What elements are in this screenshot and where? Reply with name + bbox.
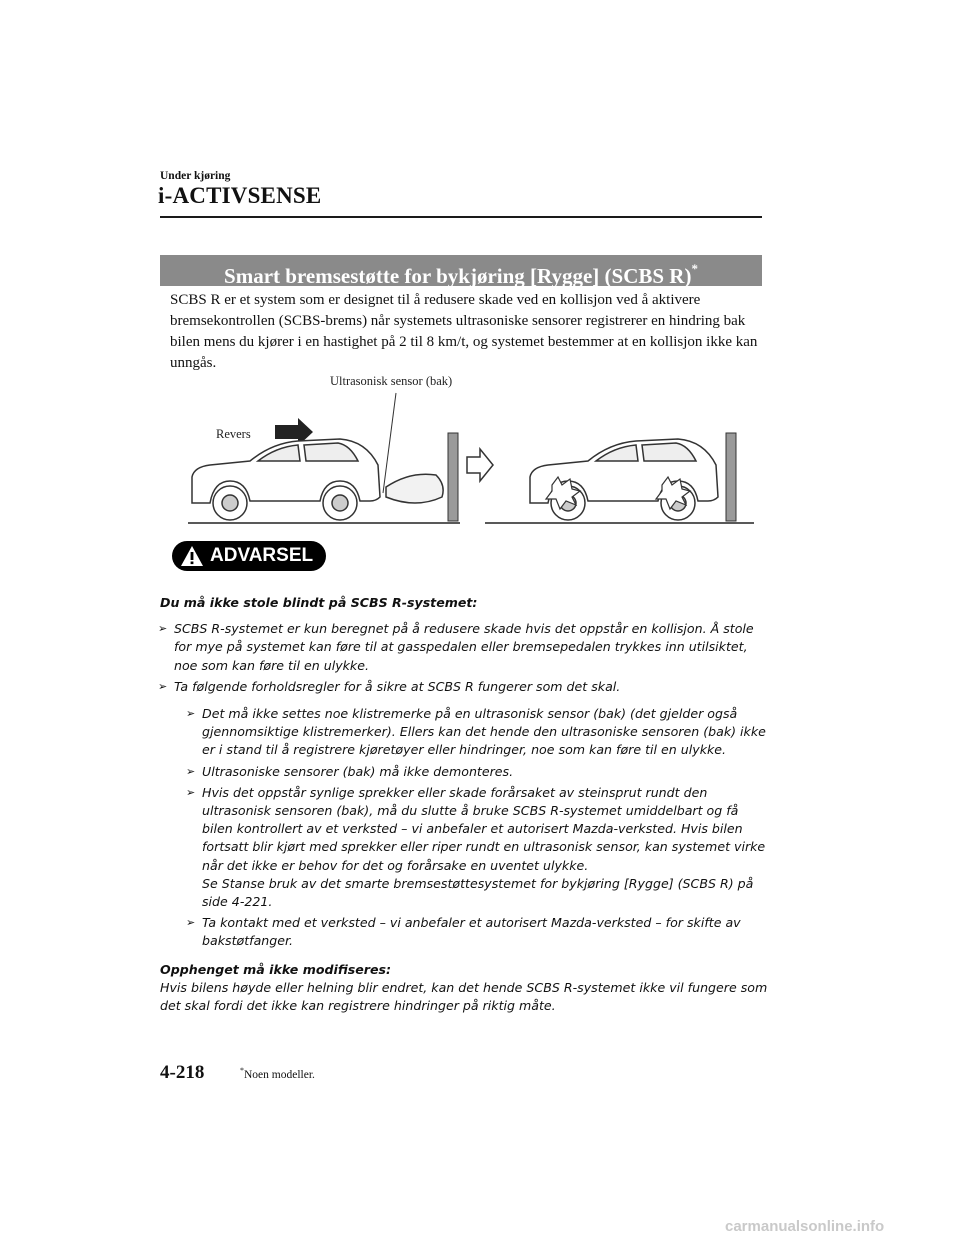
- obstacle-wall-left: [448, 433, 458, 521]
- obstacle-wall-right: [726, 433, 736, 521]
- figure-label-sensor: Ultrasonisk sensor (bak): [330, 374, 453, 388]
- warning-badge-label: ADVARSEL: [210, 545, 314, 566]
- title-marker: *: [691, 261, 698, 276]
- warning-content: [160, 594, 770, 1015]
- page-title: [160, 255, 762, 286]
- warning-sub-item-text: Hvis det oppstår synlige sprekker eller skade forårsaket av steinsprut rundt den ultrasonisk sensoren (bak), må du slutte å bruke SCBS R-systemet umiddelbart og få bilen kontrollert av et verksted – vi anbefaler et autorisert Mazda-verksted. Hvis bilen fortsatt blir kjørt med sprekker eller riper rundt en ultrasonisk sensor, kan systemet virke når det ikke er behov for det og forårsake en uventet ulykke.: [202, 784, 766, 873]
- warning-item: ➢ SCBS R-systemet er kun beregnet på å redusere skade hvis det oppstår en kollisjon. Å stole for mye på systemet kan føre til at gasspedalen eller bremsepedalen trykkes inn utilsiktet, noe som kan føre til en ulykke.: [160, 620, 770, 675]
- warning-sub-item: ➢ Det må ikke settes noe klistremerke på en ultrasonisk sensor (bak) (det gjelder også gjennomsiktige klistremerker). Ellers kan det hende den ultrasoniske sensoren (bak) ikke er i stand til å registrere kjøretøyer eller hindringer, noe som kan føre til en ulykke.: [188, 705, 770, 760]
- figure-illustration: [180, 385, 760, 530]
- sensor-leader-line: [383, 393, 396, 493]
- sensor-detection-zone: [386, 474, 443, 503]
- warning-triangle-icon: [180, 545, 204, 567]
- footnote-text: Noen modeller.: [244, 1068, 315, 1081]
- warning-sub-item: [188, 784, 770, 911]
- footnote-marker: *: [240, 1066, 244, 1075]
- figure-label-reverse: Revers: [216, 427, 251, 441]
- section-label: Under kjøring: [160, 170, 231, 182]
- warning-item: ➢ Ta følgende forholdsregler for å sikre at SCBS R fungerer som det skal.: [160, 678, 770, 696]
- section-divider: [160, 216, 762, 218]
- warning-badge: [172, 541, 326, 571]
- suspension-warning-lead: Opphenget må ikke modifiseres:: [160, 961, 392, 977]
- footnote: [240, 1066, 315, 1081]
- watermark: carmanualsonline.info: [725, 1218, 885, 1235]
- section-title: i-ACTIVSENSE: [158, 183, 322, 208]
- page-title-text: Smart bremsestøtte for bykjøring [Rygge] (SCBS R): [224, 264, 692, 288]
- warning-sub-item: ➢ Ultrasoniske sensorer (bak) må ikke demonteres.: [188, 763, 770, 781]
- warning-sub-item: ➢ Ta kontakt med et verksted – vi anbefaler et autorisert Mazda-verksted – for skifte av bakstøtfanger.: [188, 914, 770, 950]
- intro-paragraph: SCBS R er et system som er designet til å redusere skade ved en kollisjon ved å aktivere bremsekontrollen (SCBS-brems) når systemets ultrasoniske sensorer registrerer en hindring bak bilen mens du kjører i en hastighet på 2 til 8 km/t, og systemet bestemmer at en kollisjon ikke kan unngås.: [170, 292, 758, 371]
- transition-arrow-icon: [467, 449, 493, 481]
- page-number: 4-218: [160, 1062, 205, 1083]
- car-reversing-icon: [192, 439, 380, 520]
- warning-lead: Du må ikke stole blindt på SCBS R-systemet:: [160, 595, 478, 610]
- see-also-reference: Se Stanse bruk av det smarte bremsestøttesystemet for bykjøring [Rygge] (SCBS R) på side 4-221.: [202, 875, 754, 910]
- suspension-warning-text: Hvis bilens høyde eller helning blir endret, kan det hende SCBS R-systemet ikke vil fungere som det skal fordi det ikke kan registrere hindringer på riktig måte.: [160, 979, 768, 1014]
